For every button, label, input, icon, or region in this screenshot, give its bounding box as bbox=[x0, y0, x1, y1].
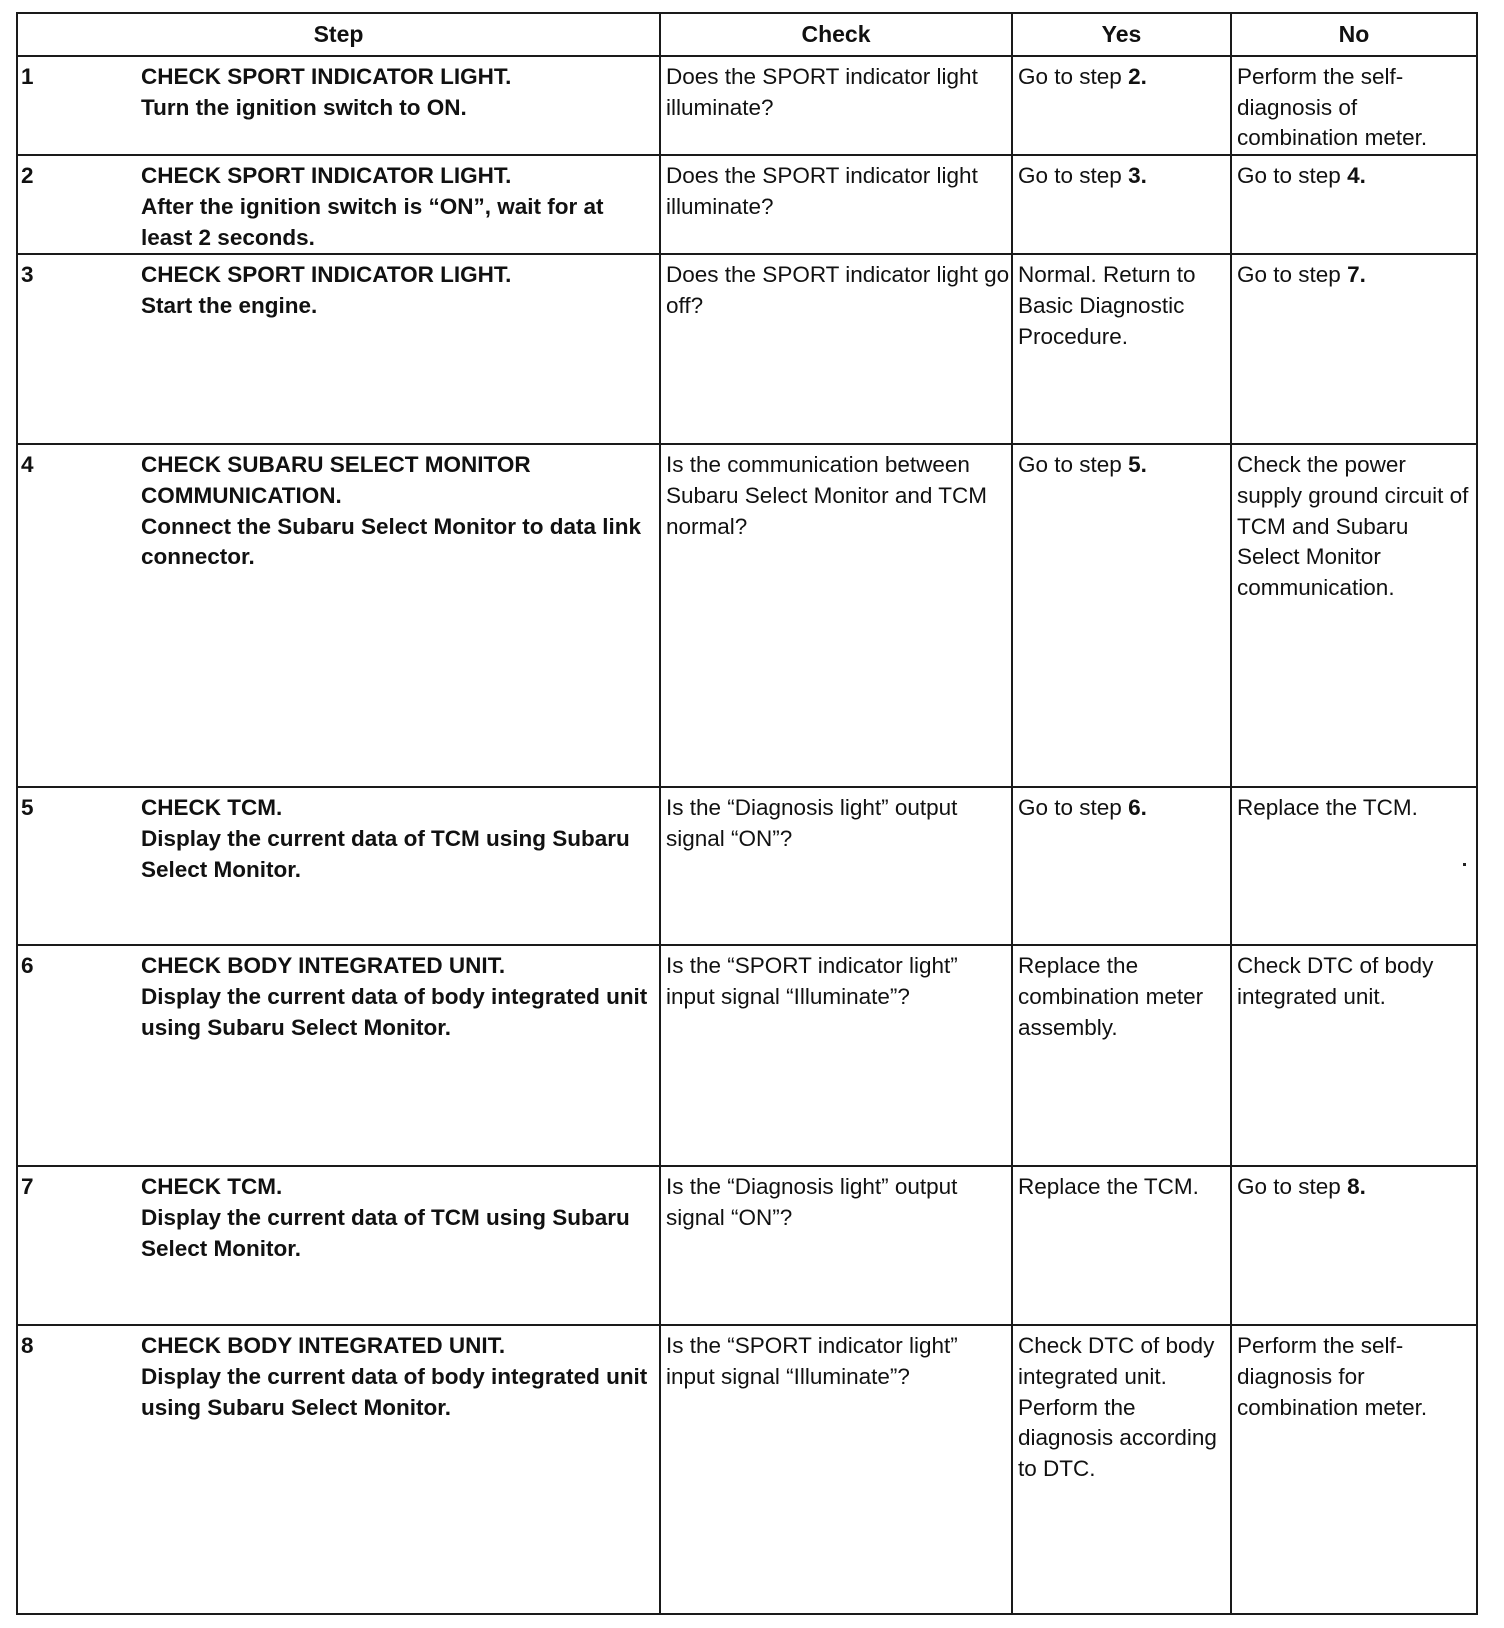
no-prefix: Go to step bbox=[1237, 262, 1348, 288]
no-step-ref: 8. bbox=[1347, 1174, 1366, 1200]
yes-cell bbox=[1012, 155, 1231, 254]
step-instruction: Start the engine. bbox=[141, 292, 318, 318]
step-instruction: Display the current data of body integrated unit using Subaru Select Monitor. bbox=[141, 1363, 648, 1420]
yes-text: Normal. Return to Basic Diagnostic Procedure. bbox=[1018, 262, 1196, 349]
check-cell: Is the communication between Subaru Select Monitor and TCM normal? bbox=[660, 444, 1012, 787]
step-number: 6 bbox=[21, 953, 34, 979]
step-instruction: Display the current data of body integrated unit using Subaru Select Monitor. bbox=[141, 983, 648, 1040]
check-cell: Is the “Diagnosis light” output signal “ON”? bbox=[660, 787, 1012, 945]
step-title: CHECK TCM. bbox=[141, 1174, 283, 1200]
step-title: CHECK BODY INTEGRATED UNIT. bbox=[141, 1333, 506, 1359]
step-title: CHECK SPORT INDICATOR LIGHT. bbox=[141, 64, 512, 89]
step-number: 7 bbox=[21, 1174, 34, 1200]
yes-prefix: Go to step bbox=[1018, 452, 1129, 478]
check-cell: Does the SPORT indicator light illuminate? bbox=[660, 155, 1012, 254]
header-step: Step bbox=[17, 13, 660, 56]
yes-cell bbox=[1012, 787, 1231, 945]
table-row bbox=[17, 945, 1477, 1166]
table-row bbox=[17, 1166, 1477, 1325]
step-title: CHECK SPORT INDICATOR LIGHT. bbox=[141, 262, 512, 288]
step-title: CHECK SUBARU SELECT MONITOR COMMUNICATION. bbox=[141, 452, 531, 508]
no-cell bbox=[1231, 1325, 1477, 1614]
yes-text: Replace the TCM. bbox=[1018, 1174, 1199, 1200]
check-cell: Is the “SPORT indicator light” input signal “Illuminate”? bbox=[660, 1325, 1012, 1614]
yes-step-ref: 2. bbox=[1128, 64, 1147, 89]
no-step-ref: 7. bbox=[1347, 262, 1366, 288]
no-cell bbox=[1231, 56, 1477, 155]
yes-cell bbox=[1012, 444, 1231, 787]
step-cell bbox=[17, 56, 660, 155]
no-text: Perform the self-diagnosis of combination meter. bbox=[1237, 64, 1428, 151]
step-number: 2 bbox=[21, 163, 34, 189]
step-number: 3 bbox=[21, 262, 34, 288]
yes-cell bbox=[1012, 56, 1231, 155]
step-cell bbox=[17, 787, 660, 945]
table-row bbox=[17, 254, 1477, 444]
step-number: 1 bbox=[21, 64, 34, 89]
diagnostic-table bbox=[16, 12, 1478, 1615]
yes-step-ref: 5. bbox=[1128, 452, 1147, 478]
yes-cell bbox=[1012, 945, 1231, 1166]
table-row bbox=[17, 444, 1477, 787]
yes-cell bbox=[1012, 1325, 1231, 1614]
step-title: CHECK SPORT INDICATOR LIGHT. bbox=[141, 163, 512, 189]
step-cell bbox=[17, 155, 660, 254]
header-row bbox=[17, 13, 1477, 56]
yes-step-ref: 3. bbox=[1128, 163, 1147, 189]
table-row bbox=[17, 155, 1477, 254]
no-text: Check the power supply ground circuit of TCM and Subaru Select Monitor communication. bbox=[1237, 452, 1469, 601]
step-cell bbox=[17, 444, 660, 787]
no-prefix: Go to step bbox=[1237, 1174, 1348, 1200]
no-prefix: Go to step bbox=[1237, 163, 1348, 189]
step-number: 8 bbox=[21, 1333, 34, 1359]
step-instruction: Connect the Subaru Select Monitor to data link connector. bbox=[141, 513, 642, 570]
no-step-ref: 4. bbox=[1347, 163, 1366, 189]
check-cell: Does the SPORT indicator light illuminate? bbox=[660, 56, 1012, 155]
step-cell bbox=[17, 945, 660, 1166]
no-cell bbox=[1231, 155, 1477, 254]
yes-prefix: Go to step bbox=[1018, 163, 1129, 189]
step-number: 4 bbox=[21, 452, 34, 478]
step-instruction: Display the current data of TCM using Subaru Select Monitor. bbox=[141, 1204, 630, 1261]
stray-dot bbox=[1463, 863, 1466, 866]
step-title: CHECK TCM. bbox=[141, 795, 283, 821]
check-cell: Is the “SPORT indicator light” input signal “Illuminate”? bbox=[660, 945, 1012, 1166]
step-title: CHECK BODY INTEGRATED UNIT. bbox=[141, 953, 506, 979]
yes-text: Replace the combination meter assembly. bbox=[1018, 953, 1204, 1040]
header-no: No bbox=[1231, 13, 1477, 56]
yes-prefix: Go to step bbox=[1018, 795, 1129, 821]
check-cell: Does the SPORT indicator light go off? bbox=[660, 254, 1012, 444]
table-row bbox=[17, 787, 1477, 945]
step-cell bbox=[17, 254, 660, 444]
table-row bbox=[17, 1325, 1477, 1614]
step-cell bbox=[17, 1325, 660, 1614]
yes-step-ref: 6. bbox=[1128, 795, 1147, 821]
table-row bbox=[17, 56, 1477, 155]
no-text: Perform the self-diagnosis for combination meter. bbox=[1237, 1333, 1428, 1420]
no-cell bbox=[1231, 945, 1477, 1166]
check-cell: Is the “Diagnosis light” output signal “ON”? bbox=[660, 1166, 1012, 1325]
step-cell bbox=[17, 1166, 660, 1325]
yes-cell bbox=[1012, 254, 1231, 444]
step-number: 5 bbox=[21, 795, 34, 821]
step-instruction: Turn the ignition switch to ON. bbox=[141, 94, 467, 120]
yes-text: Check DTC of body integrated unit. Perform the diagnosis according to DTC. bbox=[1018, 1333, 1217, 1482]
yes-prefix: Go to step bbox=[1018, 64, 1129, 89]
step-instruction: Display the current data of TCM using Subaru Select Monitor. bbox=[141, 825, 630, 882]
step-instruction: After the ignition switch is “ON”, wait for at least 2 seconds. bbox=[141, 193, 604, 250]
no-text: Replace the TCM. bbox=[1237, 795, 1418, 821]
header-yes: Yes bbox=[1012, 13, 1231, 56]
no-cell bbox=[1231, 254, 1477, 444]
no-cell bbox=[1231, 787, 1477, 945]
header-check: Check bbox=[660, 13, 1012, 56]
no-cell bbox=[1231, 444, 1477, 787]
no-cell bbox=[1231, 1166, 1477, 1325]
yes-cell bbox=[1012, 1166, 1231, 1325]
no-text: Check DTC of body integrated unit. bbox=[1237, 953, 1434, 1009]
